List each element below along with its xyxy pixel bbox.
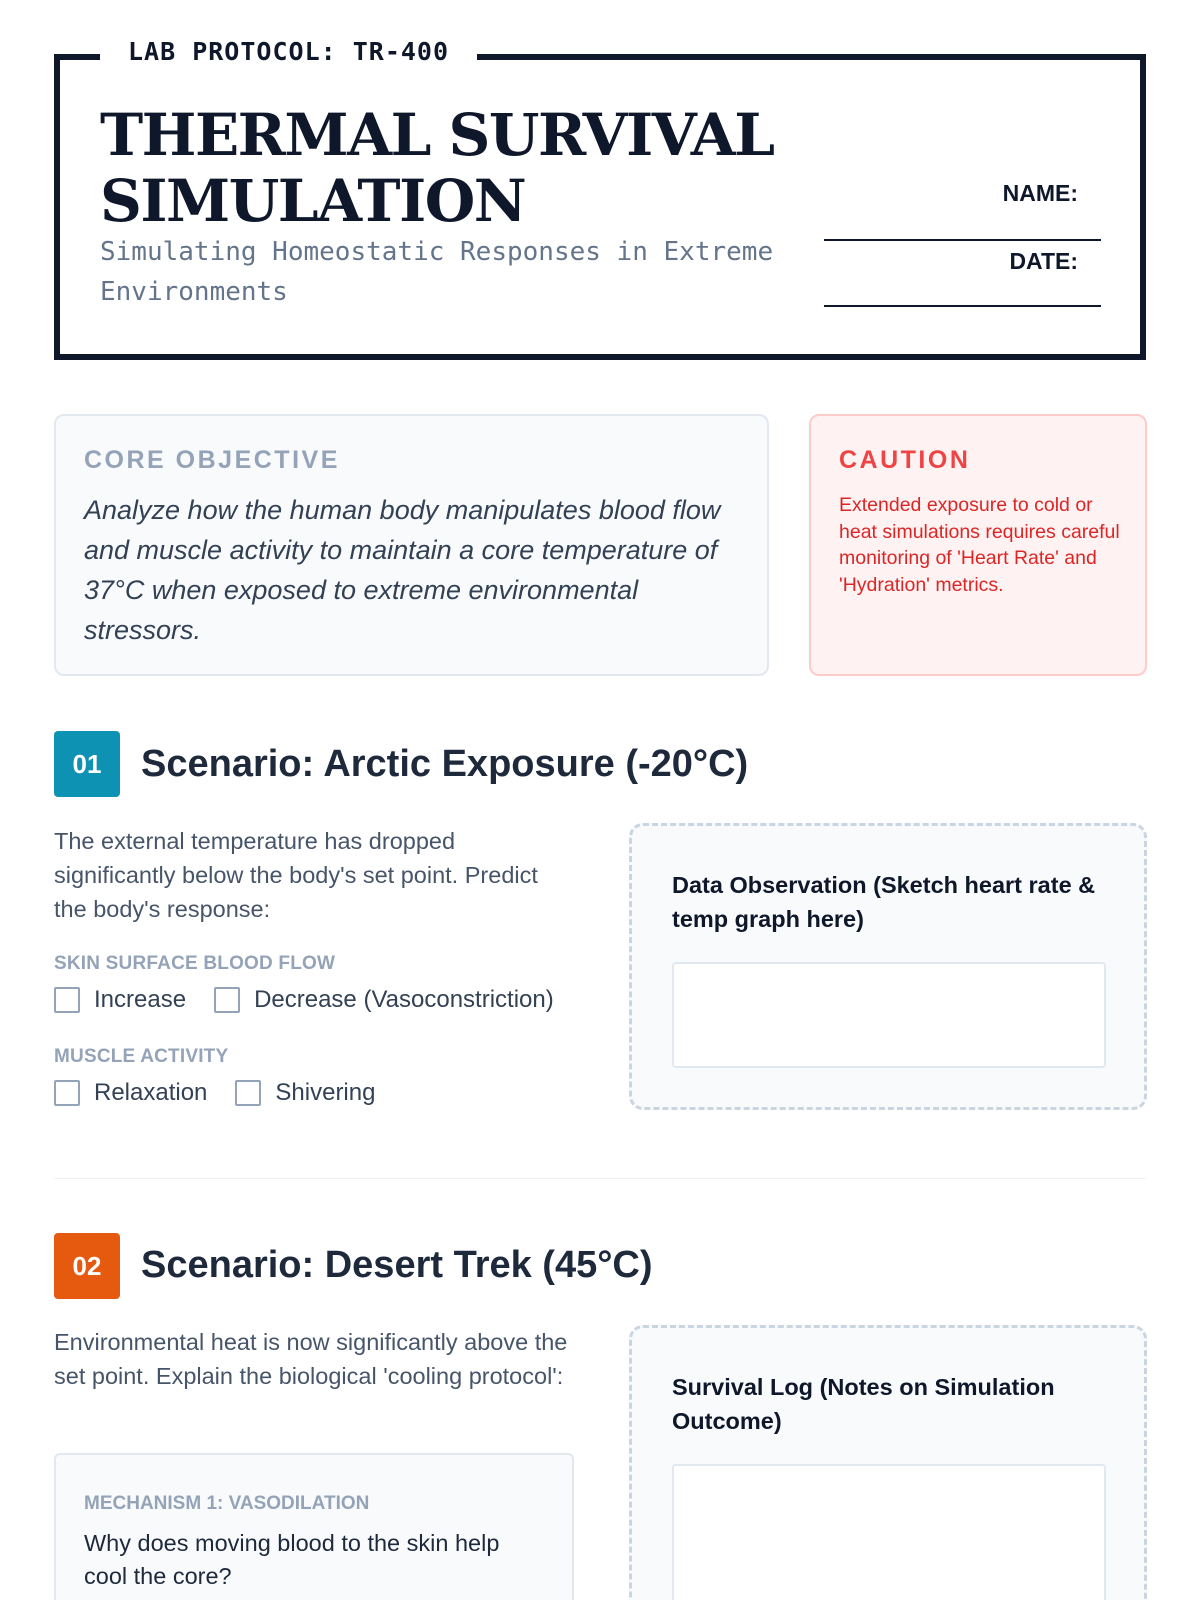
caution-heading: CAUTION [839,446,971,474]
option-label: Decrease (Vasoconstriction) [254,986,554,1013]
blood-flow-options [54,986,582,1014]
option-shivering[interactable] [235,1079,375,1107]
mechanism-label: MECHANISM 1: VASODILATION [84,1493,370,1514]
scenario-intro: The external temperature has dropped significantly below the body's set point. Predict the body's response: [54,828,538,922]
protocol-tag: LAB PROTOCOL: TR-400 [100,36,477,68]
checkbox[interactable] [214,987,240,1013]
title-line-2: SIMULATION [100,167,526,235]
section-divider [54,1178,1146,1179]
checkbox[interactable] [54,987,80,1013]
option-decrease-vasoconstriction[interactable] [214,986,554,1014]
scenario-title: Scenario: Arctic Exposure (-20°C) [141,743,749,785]
muscle-activity-label: MUSCLE ACTIVITY [54,1046,229,1067]
caution-card [809,414,1147,676]
checkbox[interactable] [235,1080,261,1106]
mechanism-card [54,1453,574,1600]
scenario-title: Scenario: Desert Trek (45°C) [141,1244,653,1286]
mechanism-question: Why does moving blood to the skin help cool the core? [84,1530,500,1589]
name-field[interactable] [824,239,1101,241]
scenario-number-badge: 01 [54,731,120,797]
sketch-area[interactable] [672,962,1106,1068]
option-relaxation[interactable] [54,1079,207,1107]
option-label: Shivering [275,1079,376,1106]
objective-heading: CORE OBJECTIVE [84,446,340,474]
caution-text: Extended exposure to cold or heat simulations requires careful monitoring of 'Heart Rate' and 'Hydration' metrics. [839,494,1120,596]
checkbox[interactable] [54,1080,80,1106]
option-label: Increase [94,986,187,1013]
core-objective-card [54,414,769,676]
option-increase[interactable] [54,986,186,1014]
date-label: DATE: [1009,248,1078,274]
muscle-activity-options [54,1079,403,1107]
notes-area[interactable] [672,1464,1106,1600]
scenario-intro: Environmental heat is now significantly above the set point. Explain the biological 'cooling protocol': [54,1329,568,1389]
page-subtitle: Simulating Homeostatic Responses in Extreme Environments [100,237,774,307]
date-field[interactable] [824,305,1101,307]
title-line-1: THERMAL SURVIVAL [100,101,774,169]
observation-title: Data Observation (Sketch heart rate & temp graph here) [672,872,1096,932]
survival-log-card [629,1325,1147,1600]
scenario-number-badge: 02 [54,1233,120,1299]
objective-text: Analyze how the human body manipulates blood flow and muscle activity to maintain a core temperature of 37°C when exposed to extreme environmental stressors. [84,495,721,645]
data-observation-card [629,823,1147,1110]
blood-flow-label: SKIN SURFACE BLOOD FLOW [54,953,336,974]
survival-log-title: Survival Log (Notes on Simulation Outcome) [672,1374,1055,1434]
option-label: Relaxation [94,1079,208,1106]
page-title [100,102,800,234]
name-label: NAME: [1002,180,1078,206]
